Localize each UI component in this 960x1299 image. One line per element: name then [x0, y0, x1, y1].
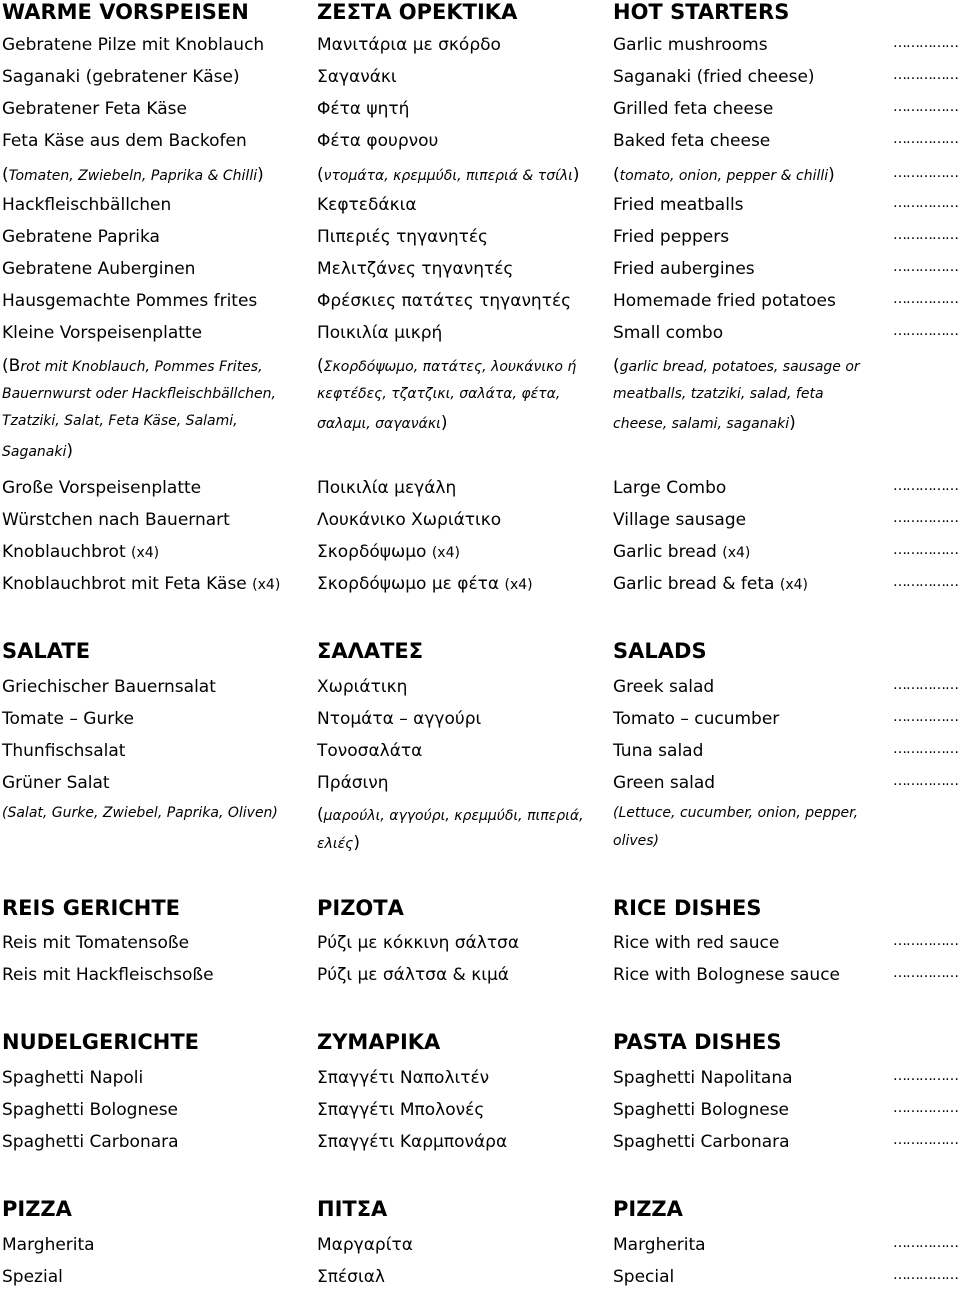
- note-text: cheese, salami, saganaki: [613, 416, 790, 432]
- menu-item: [0, 35, 960, 67]
- combo-note-de: [2, 386, 276, 402]
- heading-de: SALATE: [2, 639, 91, 663]
- salad-note-de: [2, 805, 278, 821]
- paren-close: ): [257, 165, 264, 185]
- item-name-de: Reis mit Tomatensoße: [2, 933, 190, 953]
- item-name-de: Saganaki (gebratener Käse): [2, 67, 240, 87]
- price-dots: ……………: [893, 709, 958, 725]
- heading-gr: ΖΥΜΑΡΙΚΑ: [317, 1030, 441, 1054]
- note-line: [0, 356, 960, 388]
- item-name-de: Thunfischsalat: [2, 741, 126, 761]
- price-dots: ……………: [893, 574, 958, 590]
- price-dots: ……………: [893, 933, 958, 949]
- item-name-en: Spaghetti Bolognese: [613, 1100, 790, 1120]
- heading-en: PASTA DISHES: [613, 1030, 782, 1054]
- price-dots: ……………: [893, 965, 958, 981]
- menu-item: [0, 1100, 960, 1132]
- note-text: rot mit Knoblauch, Pommes Frites,: [20, 359, 263, 375]
- paren-open: (: [2, 356, 9, 376]
- item-name-en: Baked feta cheese: [613, 131, 771, 151]
- price-dots: ……………: [893, 291, 958, 307]
- item-name-de: Spaghetti Carbonara: [2, 1132, 179, 1152]
- heading-en: PIZZA: [613, 1197, 683, 1221]
- note-line: [0, 833, 960, 865]
- item-name-de: Gebratener Feta Käse: [2, 99, 187, 119]
- ingredients-en: [613, 165, 835, 185]
- combo-note-gr: [317, 386, 560, 402]
- heading-gr: ΡΙΖΟΤΑ: [317, 896, 404, 920]
- item-name-en: Village sausage: [613, 510, 747, 530]
- ingredients-text: tomato, onion, pepper & chilli: [619, 168, 829, 184]
- note-text: olives): [613, 833, 659, 849]
- price-dots: ……………: [893, 195, 958, 211]
- paren-open: (: [317, 165, 324, 185]
- menu-item: [0, 67, 960, 99]
- paren-open: (: [317, 805, 324, 825]
- item-name-de: Große Vorspeisenplatte: [2, 478, 202, 498]
- item-name-de: Gebratene Paprika: [2, 227, 160, 247]
- salad-note-en: [613, 805, 858, 821]
- combo-note-en: [613, 386, 824, 402]
- item-name-gr: Πράσινη: [317, 773, 389, 793]
- paren-close: ): [66, 441, 74, 461]
- item-name-en: Garlic mushrooms: [613, 35, 768, 55]
- item-name-en: Garlic bread (x4): [613, 542, 751, 562]
- price-dots: ……………: [893, 67, 958, 83]
- heading-gr: ΣΑΛΑΤΕΣ: [317, 639, 424, 663]
- ingredients-gr: [317, 165, 580, 185]
- price-dots: ……………: [893, 323, 958, 339]
- heading-de: REIS GERICHTE: [2, 896, 180, 920]
- item-name-de: Würstchen nach Bauernart: [2, 510, 230, 530]
- section-heading-pasta: [0, 1030, 960, 1062]
- menu-item: [0, 259, 960, 291]
- item-name-en: Tuna salad: [613, 741, 704, 761]
- item-name-gr: Φρέσκιες πατάτες τηγανητές: [317, 291, 572, 311]
- note-text: σαλαμι, σαγανάκι: [317, 416, 441, 432]
- price-dots: ……………: [893, 227, 958, 243]
- note-text: Σκορδόψωμο, πατάτες, λουκάνικο ή: [323, 359, 577, 375]
- price-dots: ……………: [893, 1235, 958, 1251]
- menu-item: [0, 478, 960, 510]
- price-dots: ……………: [893, 131, 958, 147]
- item-name-gr: Τονοσαλάτα: [317, 741, 423, 761]
- note-initial: B: [8, 356, 21, 376]
- item-name-gr: Σπαγγέτι Καρμπονάρα: [317, 1132, 508, 1152]
- item-name-en: Margherita: [613, 1235, 706, 1255]
- heading-gr: ΠΙΤΣΑ: [317, 1197, 388, 1221]
- heading-de: WARME VORSPEISEN: [2, 0, 249, 24]
- item-quantity: (x4): [252, 577, 281, 593]
- heading-en: SALADS: [613, 639, 707, 663]
- item-quantity: (x4): [722, 545, 751, 561]
- menu-item: [0, 195, 960, 227]
- item-name-en: Special: [613, 1267, 675, 1287]
- section-heading-rice: [0, 896, 960, 928]
- heading-en: RICE DISHES: [613, 896, 762, 920]
- item-name-de: Spezial: [2, 1267, 63, 1287]
- price-dots: ……………: [893, 165, 958, 181]
- paren-close: ): [572, 165, 580, 185]
- price-dots: ……………: [893, 542, 958, 558]
- item-name-de: Gebratene Pilze mit Knoblauch: [2, 35, 265, 55]
- item-name-en: Grilled feta cheese: [613, 99, 774, 119]
- item-name-de: Reis mit Hackfleischsoße: [2, 965, 214, 985]
- item-name-en: Large Combo: [613, 478, 727, 498]
- item-name-en: Homemade fried potatoes: [613, 291, 836, 311]
- menu-item: [0, 510, 960, 542]
- item-name-de: Knoblauchbrot (x4): [2, 542, 160, 562]
- price-dots: ……………: [893, 1132, 958, 1148]
- price-dots: ……………: [893, 1068, 958, 1084]
- item-name-gr: Μανιτάρια με σκόρδο: [317, 35, 501, 55]
- paren-close: ): [353, 833, 361, 853]
- item-name-gr: Σπέσιαλ: [317, 1267, 385, 1287]
- price-dots: ……………: [893, 478, 958, 494]
- item-name-en: Fried aubergines: [613, 259, 755, 279]
- note-text: Tzatziki, Salat, Feta Käse, Salami,: [2, 413, 238, 429]
- item-name-gr: Χωριάτικη: [317, 677, 408, 697]
- item-name-gr: Λουκάνικο Χωριάτικο: [317, 510, 502, 530]
- item-name-de: Tomate – Gurke: [2, 709, 134, 729]
- menu-item: [0, 1235, 960, 1267]
- note-text: meatballs, tzatziki, salad, feta: [613, 386, 824, 402]
- note-text: Bauernwurst oder Hackfleischbällchen,: [2, 386, 276, 402]
- item-quantity: (x4): [504, 577, 533, 593]
- salad-note-gr: [317, 805, 584, 825]
- item-name-gr: Ποικιλία μικρή: [317, 323, 443, 343]
- menu-item: [0, 1267, 960, 1299]
- combo-note-en: [613, 356, 860, 376]
- paren-open: (: [613, 165, 620, 185]
- paren-open: (: [2, 165, 9, 185]
- menu-item: [0, 227, 960, 259]
- price-dots: ……………: [893, 99, 958, 115]
- menu-item: [0, 131, 960, 163]
- item-name-de: Kleine Vorspeisenplatte: [2, 323, 203, 343]
- item-name-en: Saganaki (fried cheese): [613, 67, 815, 87]
- item-name-de: Griechischer Bauernsalat: [2, 677, 216, 697]
- ingredients-text: ντομάτα, κρεμμύδι, πιπεριά & τσίλι: [323, 168, 573, 184]
- ingredients-text: Tomaten, Zwiebeln, Paprika & Chilli: [8, 168, 258, 184]
- menu-item: [0, 741, 960, 773]
- note-line: [0, 441, 960, 473]
- item-name-gr: Σκορδόψωμο με φέτα (x4): [317, 574, 533, 594]
- section-heading-warm: [0, 0, 960, 32]
- item-name-en: Spaghetti Carbonara: [613, 1132, 790, 1152]
- price-dots: ……………: [893, 510, 958, 526]
- item-name-gr: Ρύζι με σάλτσα & κιμά: [317, 965, 510, 985]
- item-quantity: (x4): [431, 545, 460, 561]
- note-text: (Salat, Gurke, Zwiebel, Paprika, Oliven): [2, 805, 278, 821]
- item-name-en: Green salad: [613, 773, 716, 793]
- menu-item: [0, 709, 960, 741]
- item-name-de: Feta Käse aus dem Backofen: [2, 131, 247, 151]
- salad-note-gr: [317, 833, 360, 853]
- item-name-en: Greek salad: [613, 677, 715, 697]
- item-name-de: Margherita: [2, 1235, 95, 1255]
- heading-de: PIZZA: [2, 1197, 72, 1221]
- combo-note-de: [2, 441, 73, 461]
- item-name-de: Hausgemachte Pommes frites: [2, 291, 258, 311]
- combo-note-gr: [317, 413, 447, 433]
- item-name-gr: Φέτα φουρνου: [317, 131, 439, 151]
- menu-item: [0, 773, 960, 805]
- item-name-gr: Σαγανάκι: [317, 67, 397, 87]
- item-name-gr: Σπαγγέτι Μπολονές: [317, 1100, 485, 1120]
- item-name-gr: Ντομάτα – αγγούρι: [317, 709, 482, 729]
- menu-item: [0, 1132, 960, 1164]
- item-name-gr: Κεφτεδάκια: [317, 195, 417, 215]
- item-name-gr: Ποικιλία μεγάλη: [317, 478, 457, 498]
- combo-note-de: [2, 413, 238, 429]
- note-text: Saganaki: [2, 444, 67, 460]
- menu-item: [0, 965, 960, 997]
- note-text: garlic bread, potatoes, sausage or: [619, 359, 860, 375]
- item-name-de: Grüner Salat: [2, 773, 110, 793]
- note-text: (Lettuce, cucumber, onion, pepper,: [613, 805, 859, 821]
- price-dots: ……………: [893, 35, 958, 51]
- item-name-gr: Σπαγγέτι Ναπολιτέν: [317, 1068, 490, 1088]
- heading-en: HOT STARTERS: [613, 0, 790, 24]
- note-text: ελιές: [317, 836, 354, 852]
- item-name-en: Rice with Bolognese sauce: [613, 965, 841, 985]
- menu-item: [0, 677, 960, 709]
- ingredients-de: [2, 165, 264, 185]
- price-dots: ……………: [893, 773, 958, 789]
- item-name-en: Small combo: [613, 323, 724, 343]
- price-dots: ……………: [893, 677, 958, 693]
- paren-open: (: [317, 356, 324, 376]
- combo-note-en: [613, 413, 796, 433]
- item-name-de: Spaghetti Bolognese: [2, 1100, 179, 1120]
- paren-open: (: [613, 356, 620, 376]
- item-name-en: Tomato – cucumber: [613, 709, 780, 729]
- item-name-gr: Ρύζι με κόκκινη σάλτσα: [317, 933, 520, 953]
- menu-item: [0, 323, 960, 355]
- price-dots: ……………: [893, 1100, 958, 1116]
- section-heading-pizza: [0, 1197, 960, 1229]
- item-name-gr: Μελιτζάνες τηγανητές: [317, 259, 514, 279]
- item-name-en: Fried peppers: [613, 227, 730, 247]
- item-name-en: Spaghetti Napolitana: [613, 1068, 793, 1088]
- menu-item: [0, 574, 960, 606]
- item-name-gr: Σκορδόψωμο (x4): [317, 542, 460, 562]
- item-name-en: Rice with red sauce: [613, 933, 780, 953]
- menu-item-ingredients: [0, 165, 960, 197]
- item-quantity: (x4): [131, 545, 160, 561]
- heading-de: NUDELGERICHTE: [2, 1030, 200, 1054]
- item-name-de: Hackfleischbällchen: [2, 195, 172, 215]
- item-name-en: Garlic bread & feta (x4): [613, 574, 808, 594]
- section-heading-salads: [0, 639, 960, 671]
- combo-note-de: [2, 356, 263, 376]
- item-quantity: (x4): [779, 577, 808, 593]
- note-text: μαρούλι, αγγούρι, κρεμμύδι, πιπεριά,: [323, 808, 584, 824]
- salad-note-en: [613, 833, 659, 849]
- paren-close: ): [828, 165, 835, 185]
- menu-item: [0, 99, 960, 131]
- item-name-de: Knoblauchbrot mit Feta Käse (x4): [2, 574, 281, 594]
- heading-gr: ΖΕΣΤΑ ΟΡΕΚΤΙΚΑ: [317, 0, 518, 24]
- item-name-gr: Φέτα ψητή: [317, 99, 410, 119]
- price-dots: ……………: [893, 1267, 958, 1283]
- menu-item: [0, 1068, 960, 1100]
- menu-item: [0, 933, 960, 965]
- paren-close: ): [789, 413, 796, 433]
- item-name-gr: Μαργαρίτα: [317, 1235, 413, 1255]
- menu-item: [0, 542, 960, 574]
- combo-note-gr: [317, 356, 576, 376]
- price-dots: ……………: [893, 259, 958, 275]
- paren-close: ): [440, 413, 448, 433]
- menu-item: [0, 291, 960, 323]
- note-text: κεφτέδες, τζατζικι, σαλάτα, φέτα,: [317, 386, 561, 402]
- price-dots: ……………: [893, 741, 958, 757]
- item-name-de: Spaghetti Napoli: [2, 1068, 144, 1088]
- item-name-gr: Πιπεριές τηγανητές: [317, 227, 489, 247]
- item-name-de: Gebratene Auberginen: [2, 259, 196, 279]
- item-name-en: Fried meatballs: [613, 195, 744, 215]
